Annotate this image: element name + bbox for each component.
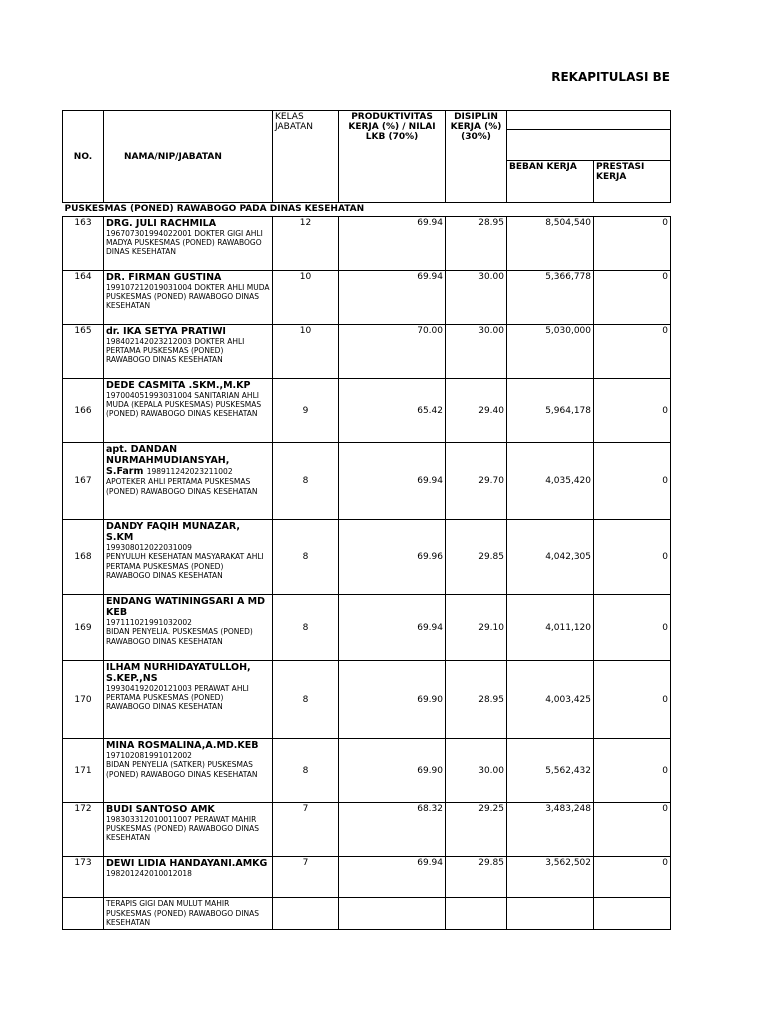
cont-prestasi bbox=[594, 898, 671, 930]
row-disiplin: 30.00 bbox=[446, 325, 507, 379]
row-disiplin: 28.95 bbox=[446, 661, 507, 739]
row-beban: 5,366,778 bbox=[507, 271, 594, 325]
row-produktivitas: 70.00 bbox=[339, 325, 446, 379]
row-beban: 4,003,425 bbox=[507, 661, 594, 739]
header-disiplin: DISIPLIN KERJA (%) (30%) bbox=[446, 111, 507, 203]
row-kelas: 8 bbox=[273, 443, 339, 520]
table-row bbox=[63, 379, 671, 443]
header-no: NO. bbox=[63, 111, 104, 203]
table-row bbox=[63, 661, 671, 739]
table-row bbox=[63, 739, 671, 803]
row-nama bbox=[104, 803, 273, 857]
table-row bbox=[63, 325, 671, 379]
row-no: 163 bbox=[63, 217, 104, 271]
cont-jabatan: TERAPIS GIGI DAN MULUT MAHIR PUSKESMAS (PONED) RAWABOGO DINAS KESEHATAN bbox=[106, 899, 259, 927]
row-beban: 5,030,000 bbox=[507, 325, 594, 379]
row-nama bbox=[104, 857, 273, 898]
recap-table bbox=[62, 110, 671, 930]
row-kelas: 10 bbox=[273, 271, 339, 325]
row-no: 169 bbox=[63, 595, 104, 661]
table-row bbox=[63, 271, 671, 325]
row-jabatan: PENYULUH KESEHATAN MASYARAKAT AHLI PERTAMA PUSKESMAS (PONED) RAWABOGO DINAS KESEHATAN bbox=[106, 552, 264, 580]
row-name: ENDANG WATININGSARI A MD KEB bbox=[106, 596, 265, 618]
table-row bbox=[63, 520, 671, 595]
row-no: 171 bbox=[63, 739, 104, 803]
row-nama bbox=[104, 661, 273, 739]
row-prestasi: 0 bbox=[594, 325, 671, 379]
row-nama bbox=[104, 595, 273, 661]
table-row bbox=[63, 803, 671, 857]
row-disiplin: 29.40 bbox=[446, 379, 507, 443]
row-nip: 198402142023212003 DOKTER AHLI PERTAMA PUSKESMAS (PONED) RAWABOGO DINAS KESEHATAN bbox=[106, 337, 245, 364]
row-name: ILHAM NURHIDAYATULLOH, S.KEP.,NS bbox=[106, 662, 251, 684]
row-nip: 197004051993031004 SANITARIAN AHLI MUDA (KEPALA PUSKESMAS) PUSKESMAS (PONED) RAWABOGO DINAS KESEHATAN bbox=[106, 391, 262, 418]
row-name bbox=[106, 444, 270, 477]
row-name: DR. FIRMAN GUSTINA bbox=[106, 272, 222, 283]
row-no: 168 bbox=[63, 520, 104, 595]
row-produktivitas: 69.94 bbox=[339, 857, 446, 898]
row-kelas: 7 bbox=[273, 857, 339, 898]
row-no: 166 bbox=[63, 379, 104, 443]
row-beban: 4,035,420 bbox=[507, 443, 594, 520]
row-produktivitas: 69.90 bbox=[339, 661, 446, 739]
row-beban: 8,504,540 bbox=[507, 217, 594, 271]
header-group-blank bbox=[507, 111, 671, 130]
row-disiplin: 29.70 bbox=[446, 443, 507, 520]
table-row bbox=[63, 595, 671, 661]
row-beban: 4,011,120 bbox=[507, 595, 594, 661]
cont-disiplin bbox=[446, 898, 507, 930]
row-name: DRG. JULI RACHMILA bbox=[106, 218, 217, 229]
row-disiplin: 29.25 bbox=[446, 803, 507, 857]
row-produktivitas: 69.94 bbox=[339, 217, 446, 271]
row-prestasi: 0 bbox=[594, 803, 671, 857]
row-nip: 199304192020121003 PERAWAT AHLI PERTAMA PUSKESMAS (PONED) RAWABOGO DINAS KESEHATAN bbox=[106, 684, 249, 711]
row-kelas: 12 bbox=[273, 217, 339, 271]
row-jabatan: APOTEKER AHLI PERTAMA PUSKESMAS (PONED) RAWABOGO DINAS KESEHATAN bbox=[106, 477, 258, 496]
cont-no bbox=[63, 898, 104, 930]
cont-kelas bbox=[273, 898, 339, 930]
row-nama bbox=[104, 520, 273, 595]
row-produktivitas: 69.94 bbox=[339, 271, 446, 325]
row-nama bbox=[104, 271, 273, 325]
row-no: 170 bbox=[63, 661, 104, 739]
row-disiplin: 29.85 bbox=[446, 520, 507, 595]
row-nama bbox=[104, 217, 273, 271]
row-nama bbox=[104, 739, 273, 803]
row-name-text: apt. DANDAN NURMAHMUDIANSYAH, S.Farm bbox=[106, 444, 230, 477]
row-disiplin: 30.00 bbox=[446, 271, 507, 325]
table-row bbox=[63, 217, 671, 271]
row-nip: 198303312010011007 PERAWAT MAHIR PUSKESMAS (PONED) RAWABOGO DINAS KESEHATAN bbox=[106, 815, 259, 842]
row-nama bbox=[104, 443, 273, 520]
row-beban: 4,042,305 bbox=[507, 520, 594, 595]
header-kelas: KELAS JABATAN bbox=[273, 111, 339, 203]
row-prestasi: 0 bbox=[594, 443, 671, 520]
row-beban: 3,562,502 bbox=[507, 857, 594, 898]
row-no: 167 bbox=[63, 443, 104, 520]
row-prestasi: 0 bbox=[594, 520, 671, 595]
row-prestasi: 0 bbox=[594, 857, 671, 898]
header-prestasi: PRESTASI KERJA bbox=[594, 161, 671, 203]
row-prestasi: 0 bbox=[594, 271, 671, 325]
row-name: dr. IKA SETYA PRATIWI bbox=[106, 326, 226, 337]
table-row-continuation bbox=[63, 898, 671, 930]
section-row bbox=[63, 203, 671, 217]
row-jabatan: BIDAN PENYELIA (SATKER) PUSKESMAS (PONED) RAWABOGO DINAS KESEHATAN bbox=[106, 760, 258, 779]
section-title: PUSKESMAS (PONED) RAWABOGO PADA DINAS KESEHATAN bbox=[63, 203, 671, 217]
row-jabatan: BIDAN PENYELIA. PUSKESMAS (PONED) RAWABOGO DINAS KESEHATAN bbox=[106, 627, 253, 646]
header-produktivitas: PRODUKTIVITAS KERJA (%) / NILAI LKB (70%) bbox=[339, 111, 446, 203]
row-kelas: 8 bbox=[273, 739, 339, 803]
row-prestasi: 0 bbox=[594, 217, 671, 271]
row-disiplin: 29.85 bbox=[446, 857, 507, 898]
row-produktivitas: 68.32 bbox=[339, 803, 446, 857]
header-group-blank-2 bbox=[507, 130, 671, 161]
cont-produktivitas bbox=[339, 898, 446, 930]
row-nip: 198201242010012018 bbox=[106, 869, 192, 878]
row-produktivitas: 65.42 bbox=[339, 379, 446, 443]
cont-nama bbox=[104, 898, 273, 930]
row-nip: 198911242023211002 bbox=[146, 467, 233, 476]
row-no: 173 bbox=[63, 857, 104, 898]
row-nip: 196707301994022001 DOKTER GIGI AHLI MADYA PUSKESMAS (PONED) RAWABOGO DINAS KESEHATAN bbox=[106, 229, 263, 256]
row-beban: 3,483,248 bbox=[507, 803, 594, 857]
cont-beban bbox=[507, 898, 594, 930]
row-kelas: 8 bbox=[273, 661, 339, 739]
row-nip: 197102081991012002 bbox=[106, 751, 192, 760]
row-no: 172 bbox=[63, 803, 104, 857]
row-beban: 5,964,178 bbox=[507, 379, 594, 443]
row-kelas: 7 bbox=[273, 803, 339, 857]
row-kelas: 8 bbox=[273, 520, 339, 595]
row-name: DEWI LIDIA HANDAYANI.AMKG bbox=[106, 858, 268, 869]
row-produktivitas: 69.96 bbox=[339, 520, 446, 595]
row-nama bbox=[104, 379, 273, 443]
row-nama bbox=[104, 325, 273, 379]
row-disiplin: 30.00 bbox=[446, 739, 507, 803]
table-row bbox=[63, 443, 671, 520]
row-nip: 197111021991032002 bbox=[106, 618, 192, 627]
row-kelas: 8 bbox=[273, 595, 339, 661]
row-name: BUDI SANTOSO AMK bbox=[106, 804, 215, 815]
table-row bbox=[63, 857, 671, 898]
header-nama: NAMA/NIP/JABATAN bbox=[104, 111, 273, 203]
row-prestasi: 0 bbox=[594, 739, 671, 803]
header-row-1 bbox=[63, 111, 671, 130]
row-prestasi: 0 bbox=[594, 661, 671, 739]
row-name: DANDY FAQIH MUNAZAR, S.KM bbox=[106, 521, 241, 543]
row-prestasi: 0 bbox=[594, 595, 671, 661]
row-prestasi: 0 bbox=[594, 379, 671, 443]
row-nip: 199107212019031004 DOKTER AHLI MUDA PUSKESMAS (PONED) RAWABOGO DINAS KESEHATAN bbox=[106, 283, 270, 310]
row-nip: 199308012022031009 bbox=[106, 543, 192, 552]
row-disiplin: 29.10 bbox=[446, 595, 507, 661]
row-beban: 5,562,432 bbox=[507, 739, 594, 803]
row-name: MINA ROSMALINA,A.MD.KEB bbox=[106, 740, 259, 751]
row-kelas: 10 bbox=[273, 325, 339, 379]
header-beban: BEBAN KERJA bbox=[507, 161, 594, 203]
row-no: 165 bbox=[63, 325, 104, 379]
row-produktivitas: 69.94 bbox=[339, 443, 446, 520]
page-title: REKAPITULASI BE bbox=[551, 70, 670, 84]
row-name: DEDE CASMITA .SKM.,M.KP bbox=[106, 380, 251, 391]
row-disiplin: 28.95 bbox=[446, 217, 507, 271]
row-produktivitas: 69.94 bbox=[339, 595, 446, 661]
row-kelas: 9 bbox=[273, 379, 339, 443]
row-produktivitas: 69.90 bbox=[339, 739, 446, 803]
row-no: 164 bbox=[63, 271, 104, 325]
